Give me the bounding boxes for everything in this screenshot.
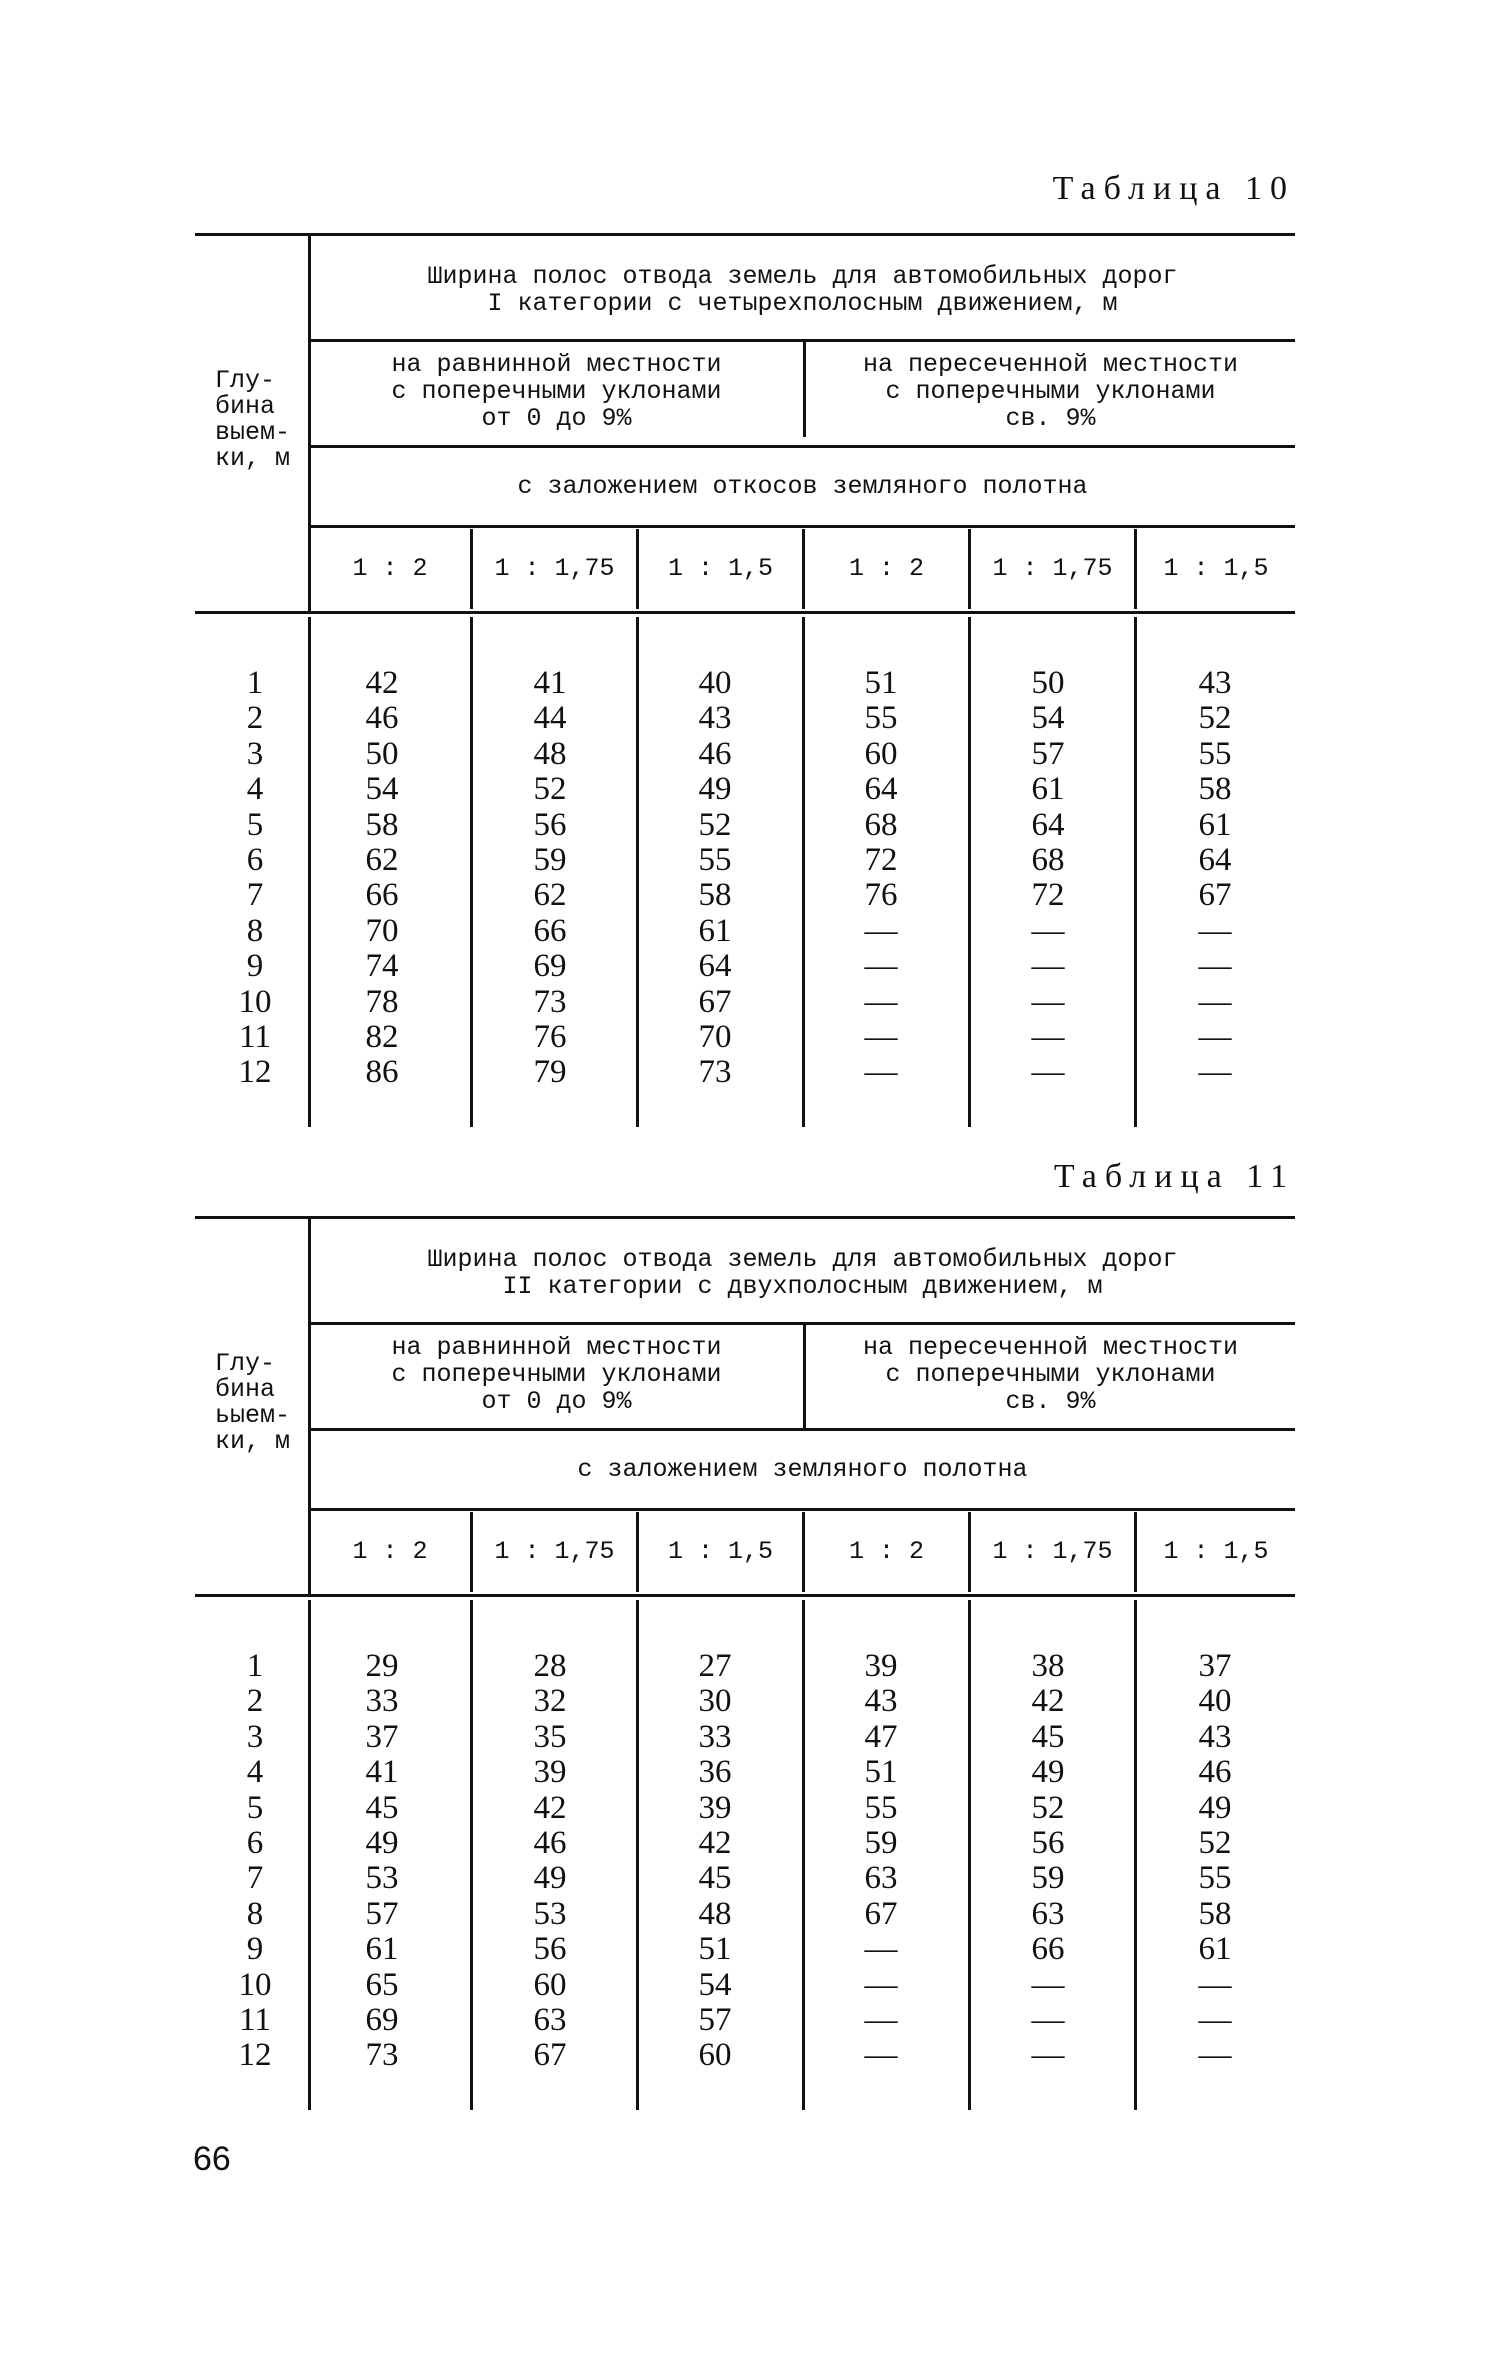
- value-column: 39 43 47 51 55 59 63 67 — — — —: [864, 1648, 898, 2074]
- body-divider: [802, 1600, 805, 2110]
- slope-label: 1 : 2: [352, 1537, 428, 1566]
- terrain-flat-header: на равнинной местности с поперечными уклонами от 0 до 9%: [391, 1333, 722, 1416]
- body-divider: [308, 617, 311, 1127]
- slope-header: с заложением откосов земляного полотна: [517, 472, 1088, 501]
- body-divider: [636, 617, 639, 1127]
- value-column: 40 43 46 49 52 55 58 61 64 67 70 73: [698, 665, 732, 1091]
- rule-under-slope-header: [310, 1508, 1295, 1511]
- table-title: Таблица 11: [1053, 1158, 1295, 1195]
- table-10: [195, 233, 1295, 1133]
- body-divider: [636, 1600, 639, 2110]
- depth-column: 1 2 3 4 5 6 7 8 9 10 11 12: [238, 665, 272, 1091]
- main-header: Ширина полос отвода земель для автомобильных дорог I категории с четырехполосным движением, м: [427, 262, 1178, 318]
- body-divider: [968, 617, 971, 1127]
- slope-label: 1 : 2: [848, 1537, 924, 1566]
- body-divider: [1134, 1600, 1137, 2110]
- value-column: 51 55 60 64 68 72 76 — — — — —: [864, 665, 898, 1091]
- slope-label: 1 : 1,75: [992, 554, 1113, 583]
- body-divider: [802, 617, 805, 1127]
- slope-header: с заложением земляного полотна: [577, 1455, 1028, 1484]
- slope-label: 1 : 1,75: [494, 1537, 615, 1566]
- top-rule: [195, 1216, 1295, 1219]
- slope-label: 1 : 1,75: [992, 1537, 1113, 1566]
- value-column: 38 42 45 49 52 56 59 63 66 — — —: [1031, 1648, 1065, 2074]
- value-column: 27 30 33 36 39 42 45 48 51 54 57 60: [698, 1648, 732, 2074]
- value-column: 28 32 35 39 42 46 49 53 56 60 63 67: [533, 1648, 567, 2074]
- body-divider: [1134, 617, 1137, 1127]
- table-title: Таблица 10: [1052, 170, 1295, 207]
- value-column: 37 40 43 46 49 52 55 58 61 — — —: [1198, 1648, 1232, 2074]
- slope-label: 1 : 1,75: [494, 554, 615, 583]
- slope-label: 1 : 1,5: [1163, 1537, 1269, 1566]
- page-number: 66: [193, 2140, 231, 2178]
- header-bottom-rule: [195, 1594, 1295, 1597]
- slope-label: 1 : 2: [352, 554, 428, 583]
- terrain-rough-header: на пересеченной местности с поперечными уклонами св. 9%: [862, 350, 1239, 433]
- slope-label: 1 : 1,5: [667, 554, 774, 583]
- body-divider: [470, 617, 473, 1127]
- slope-label: 1 : 2: [848, 554, 924, 583]
- value-column: 50 54 57 61 64 68 72 — — — — —: [1031, 665, 1065, 1091]
- depth-column: 1 2 3 4 5 6 7 8 9 10 11 12: [238, 1648, 272, 2074]
- value-column: 41 44 48 52 56 59 62 66 69 73 76 79: [533, 665, 567, 1091]
- body-divider: [968, 1600, 971, 2110]
- body-divider: [470, 1600, 473, 2110]
- header-bottom-rule: [195, 611, 1295, 614]
- rule-under-slope-header: [310, 525, 1295, 528]
- terrain-rough-header: на пересеченной местности с поперечными уклонами св. 9%: [862, 1333, 1239, 1416]
- value-column: 29 33 37 41 45 49 53 57 61 65 69 73: [365, 1648, 399, 2074]
- row-header: Глу- бина выем- ки, м: [215, 366, 291, 473]
- table-11: [195, 1216, 1295, 2116]
- slope-label: 1 : 1,5: [1163, 554, 1269, 583]
- rule-under-terrain: [310, 1428, 1295, 1431]
- row-header: Глу- бина ьыем- ки, м: [215, 1349, 291, 1456]
- body-divider: [308, 1600, 311, 2110]
- main-header: Ширина полос отвода земель для автомобильных дорог II категории с двухполосным движением, м: [427, 1245, 1178, 1301]
- rule-under-terrain: [310, 445, 1295, 448]
- top-rule: [195, 233, 1295, 236]
- terrain-flat-header: на равнинной местности с поперечными уклонами от 0 до 9%: [391, 350, 722, 433]
- value-column: 42 46 50 54 58 62 66 70 74 78 82 86: [365, 665, 399, 1091]
- slope-label: 1 : 1,5: [667, 1537, 774, 1566]
- value-column: 43 52 55 58 61 64 67 — — — — —: [1198, 665, 1232, 1091]
